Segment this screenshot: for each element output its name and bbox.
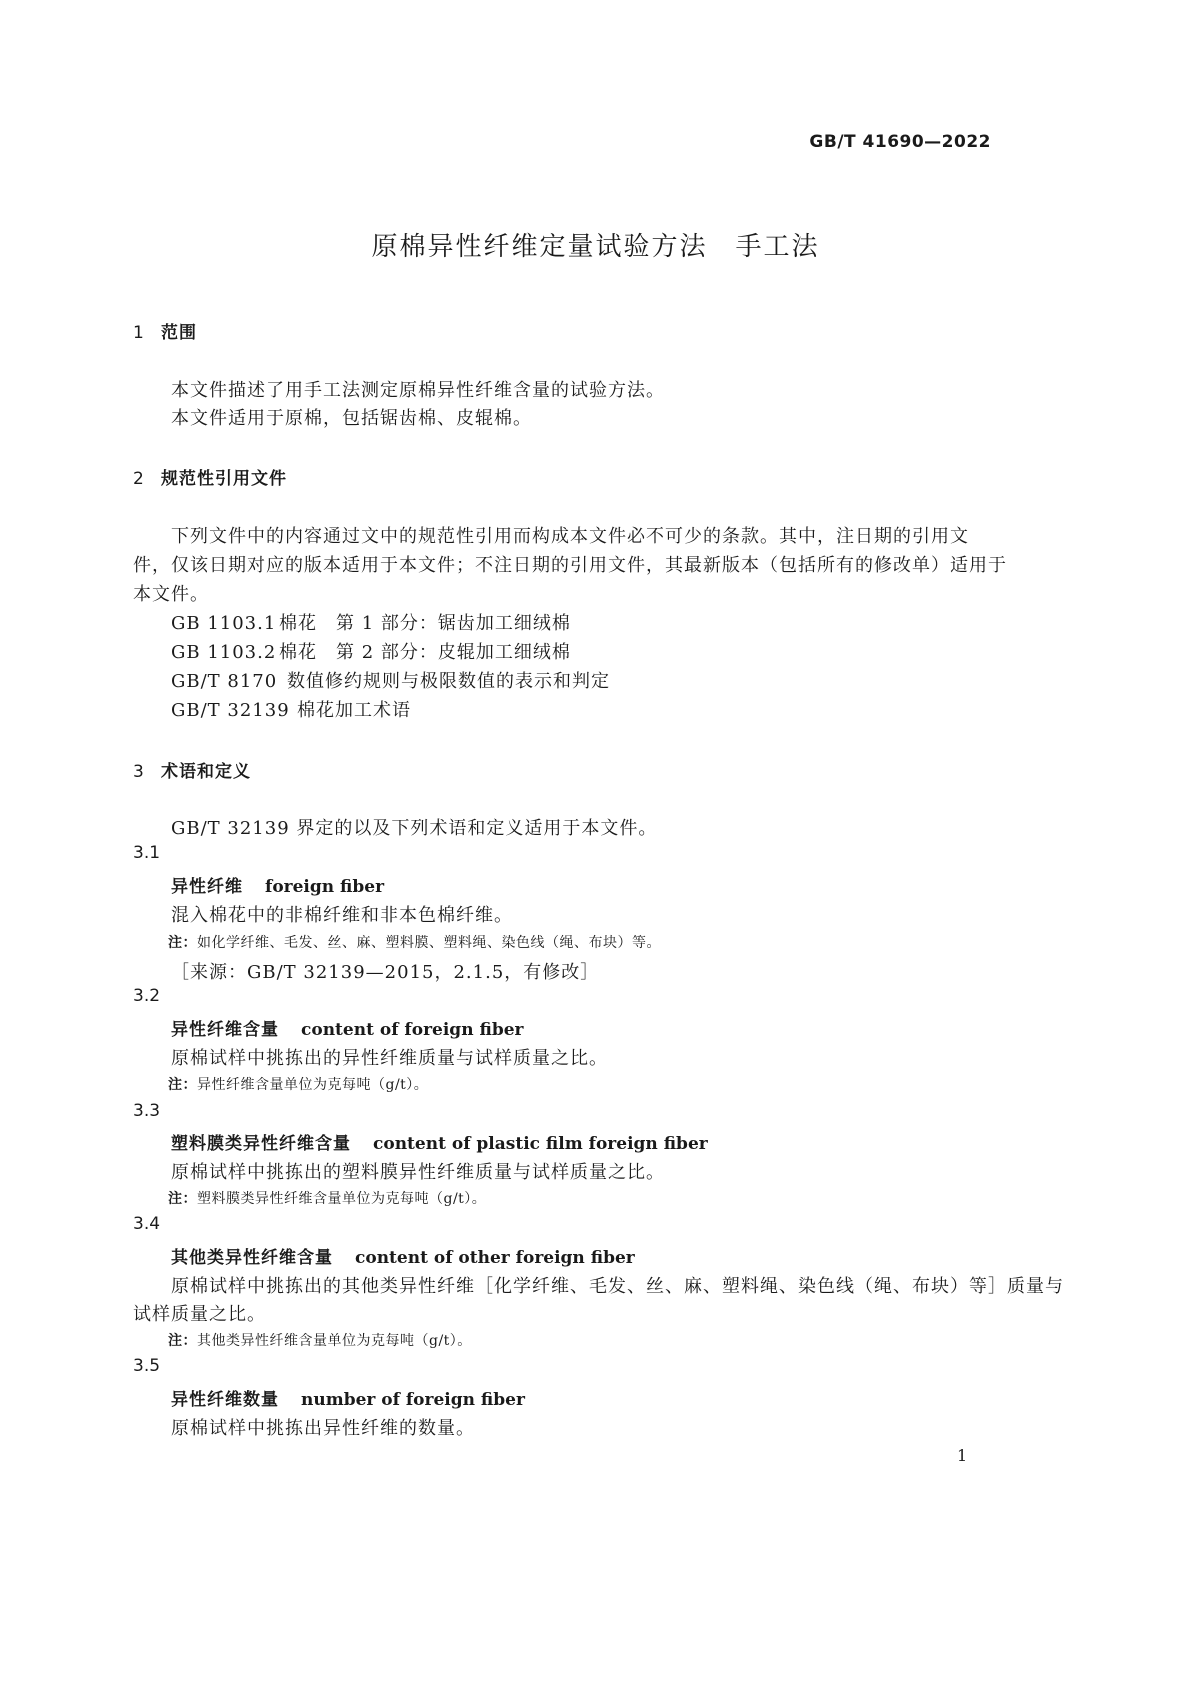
term-definition: 混入棉花中的非棉纤维和非本色棉纤维。 — [171, 905, 513, 926]
section-number: 1 — [133, 323, 145, 343]
reference-title: 棉花 第 1 部分：锯齿加工细绒棉 — [279, 613, 571, 634]
section-number: 3 — [133, 762, 145, 782]
reference-title: 棉花 第 2 部分：皮辊加工细绒棉 — [279, 642, 571, 663]
document-title: 原棉异性纤维定量试验方法 手工法 — [371, 232, 820, 262]
page-number: 1 — [957, 1446, 968, 1465]
term-chinese: 异性纤维 — [171, 877, 243, 897]
section-number: 2 — [133, 469, 145, 489]
reference-title: 棉花加工术语 — [297, 700, 411, 721]
term-note — [168, 1330, 472, 1350]
reference-item — [171, 696, 411, 722]
term-number: 3.3 — [133, 1101, 161, 1121]
term-number: 3.4 — [133, 1214, 161, 1234]
paragraph-line: 下列文件中的内容通过文中的规范性引用而构成本文件必不可少的条款。其中，注日期的引用文 — [171, 526, 969, 547]
term-definition: 原棉试样中挑拣出异性纤维的数量。 — [171, 1418, 475, 1439]
term-entry — [171, 1243, 635, 1268]
paragraph: 本文件描述了用手工法测定原棉异性纤维含量的试验方法。 — [171, 380, 665, 401]
term-english: content of plastic film foreign fiber — [373, 1134, 708, 1154]
term-entry — [171, 1015, 524, 1040]
term-entry — [171, 1129, 708, 1154]
term-english: foreign fiber — [265, 877, 385, 897]
term-number: 3.5 — [133, 1356, 161, 1376]
term-english: number of foreign fiber — [301, 1390, 525, 1410]
section-2-heading — [133, 464, 287, 489]
term-note — [168, 1188, 486, 1208]
section-3-heading — [133, 757, 251, 782]
term-entry — [171, 1385, 525, 1410]
reference-code: GB/T 32139 — [171, 700, 290, 721]
term-chinese: 异性纤维含量 — [171, 1020, 279, 1040]
term-entry — [171, 872, 384, 897]
standard-number: GB/T 41690—2022 — [809, 132, 991, 152]
term-definition: 原棉试样中挑拣出的塑料膜异性纤维质量与试样质量之比。 — [171, 1162, 665, 1183]
reference-title: 数值修约规则与极限数值的表示和判定 — [287, 671, 610, 692]
term-note — [168, 932, 661, 952]
term-english: content of other foreign fiber — [355, 1248, 635, 1268]
term-number: 3.1 — [133, 843, 161, 863]
reference-item — [171, 638, 571, 664]
section-1-heading — [133, 318, 197, 343]
paragraph: GB/T 32139 界定的以及下列术语和定义适用于本文件。 — [171, 818, 658, 839]
term-definition-line: 原棉试样中挑拣出的其他类异性纤维［化学纤维、毛发、丝、麻、塑料绳、染色线（绳、布块）等］质量与 — [171, 1276, 1064, 1297]
reference-item — [171, 667, 610, 693]
note-label: 注： — [168, 1333, 197, 1349]
term-english: content of foreign fiber — [301, 1020, 524, 1040]
note-label: 注： — [168, 935, 197, 951]
term-chinese: 异性纤维数量 — [171, 1390, 279, 1410]
section-title: 术语和定义 — [161, 762, 251, 782]
paragraph-line: 件，仅该日期对应的版本适用于本文件；不注日期的引用文件，其最新版本（包括所有的修改单）适用于 — [133, 555, 1007, 576]
reference-code: GB 1103.1 — [171, 613, 277, 634]
term-definition: 原棉试样中挑拣出的异性纤维质量与试样质量之比。 — [171, 1048, 608, 1069]
term-number: 3.2 — [133, 986, 161, 1006]
note-text: 其他类异性纤维含量单位为克每吨（g/t）。 — [197, 1333, 472, 1349]
paragraph: 本文件适用于原棉，包括锯齿棉、皮辊棉。 — [171, 408, 532, 429]
reference-code: GB 1103.2 — [171, 642, 277, 663]
note-label: 注： — [168, 1191, 197, 1207]
note-text: 塑料膜类异性纤维含量单位为克每吨（g/t）。 — [197, 1191, 487, 1207]
term-definition-line: 试样质量之比。 — [133, 1304, 266, 1325]
reference-code: GB/T 8170 — [171, 671, 278, 692]
note-text: 异性纤维含量单位为克每吨（g/t）。 — [197, 1077, 429, 1093]
paragraph-line: 本文件。 — [133, 584, 209, 605]
term-source: ［来源：GB/T 32139—2015，2.1.5，有修改］ — [171, 962, 600, 983]
note-label: 注： — [168, 1077, 197, 1093]
term-chinese: 其他类异性纤维含量 — [171, 1248, 333, 1268]
term-chinese: 塑料膜类异性纤维含量 — [171, 1134, 351, 1154]
section-title: 范围 — [161, 323, 197, 343]
term-note — [168, 1074, 428, 1094]
section-title: 规范性引用文件 — [161, 469, 287, 489]
note-text: 如化学纤维、毛发、丝、麻、塑料膜、塑料绳、染色线（绳、布块）等。 — [197, 935, 661, 951]
reference-item — [171, 609, 571, 635]
